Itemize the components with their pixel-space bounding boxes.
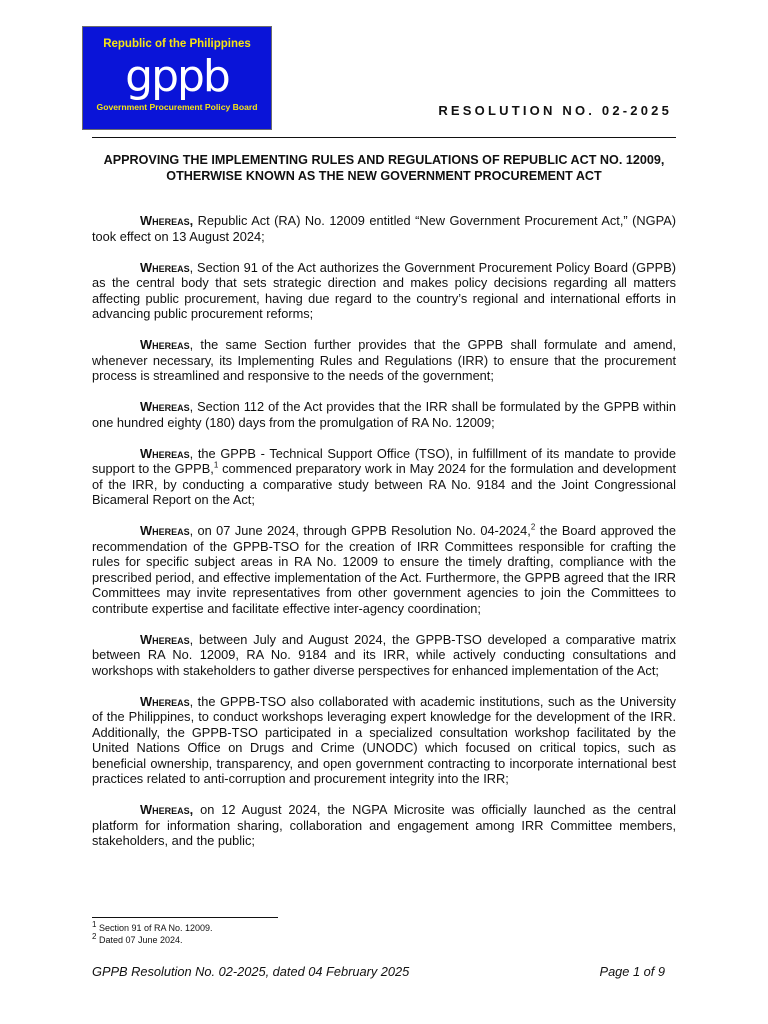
whereas-paragraph [92,260,676,322]
whereas-paragraph [92,446,676,508]
paragraph-text: , Section 112 of the Act provides that the IRR shall be formulated by the GPPB within one hundred eighty (180) days from the promulgation of RA No. 12009; [92,399,676,430]
paragraph-text: , the GPPB - Technical Support Office (TSO), in fulfillment of its mandate to provide support to the GPPB, [92,445,676,476]
footnote-text: Section 91 of RA No. 12009. [96,923,213,933]
whereas-lead: Whereas [140,631,190,647]
document-body [92,213,676,864]
paragraph-text: , the GPPB-TSO also collaborated with academic institutions, such as the University of the Philippines, to conduct workshops leveraging expert knowledge for the development of the IRR. Additionally, the GPPB-TSO participated in a specialized consultation workshop facilitated by the United Nations Office on Drugs and Crime (UNODC) which focused on critical topics, such as beneficial ownership, transparency, and open government contracting to incorporate international best practices related to anti-corruption and procurement integrity into the IRR; [92,693,676,786]
whereas-lead: Whereas, [140,802,194,817]
paragraph-text: Republic Act (RA) No. 12009 entitled “New Government Procurement Act,” (NGPA) took effect on 13 August 2024; [92,213,676,244]
footnote-number: 2 [92,932,97,941]
footnotes [92,922,213,946]
whereas-paragraph [92,337,676,384]
whereas-lead: Whereas [140,337,190,352]
gppb-logo [82,26,272,130]
paragraph-text: , on 07 June 2024, through GPPB Resolution No. 04-2024, [189,523,531,538]
document-title: APPROVING THE IMPLEMENTING RULES AND REGULATIONS OF REPUBLIC ACT NO. 12009, OTHERWISE KNOWN AS THE NEW GOVERNMENT PROCUREMENT ACT [103,153,665,183]
whereas-lead: Whereas [140,445,190,461]
footnote [92,922,213,934]
whereas-lead: Whereas, [140,213,194,228]
whereas-paragraph [92,399,676,430]
paragraph-text: , the same Section further provides that the GPPB shall formulate and amend, whenever necessary, its Implementing Rules and Regulations (IRR) to ensure that the procurement process is streamlined and responsive to the needs of the government; [92,337,676,383]
resolution-number: RESOLUTION NO. 02-2025 [438,103,672,118]
footnote-ref: 1 [213,460,219,470]
footnote-ref: 2 [530,522,536,532]
whereas-paragraph [92,213,676,244]
whereas-lead: Whereas [140,399,190,414]
whereas-lead: Whereas [140,693,190,709]
footnote-number: 1 [92,920,97,929]
footnote [92,934,213,946]
paragraph-text: on 12 August 2024, the NGPA Microsite was officially launched as the central platform for information sharing, collaboration and engagement among IRR Committee members, stakeholders, and the public; [92,802,676,848]
logo-wordmark: gppb [125,51,229,102]
paragraph-text: , between July and August 2024, the GPPB-TSO developed a comparative matrix between RA No. 12009, RA No. 9184 and its IRR, while actively conducting consultations and workshops with stakeholders to gather diverse perspectives for enhanced implementation of the Act; [92,631,676,678]
whereas-paragraph [92,694,676,787]
logo-bottom-text: Government Procurement Policy Board [96,102,258,112]
footer-reference: GPPB Resolution No. 02-2025, dated 04 February 2025 [92,964,410,979]
footnote-divider [92,917,278,918]
whereas-paragraph [92,632,676,679]
whereas-paragraph [92,802,676,849]
whereas-lead: Whereas [140,259,190,275]
logo-top-text: Republic of the Philippines [103,38,251,50]
paragraph-text: , Section 91 of the Act authorizes the Government Procurement Policy Board (GPPB) as the central body that sets strategic direction and makes policy decisions regarding all matters affecting public procurement, having due regard to the country’s regional and international efforts in advancing public procurement reforms; [92,259,676,321]
paragraph-text-cont: the Board approved the recommendation of the GPPB-TSO for the creation of IRR Committees responsible for crafting the rules for specific subject areas in RA No. 12009 to ensure the timely drafting, compliance with the prescribed period, and effective implementation of the Act. Furthermore, the GPPB agreed that the IRR Committees may invite representatives from other government agencies to join the Committees to contribute expertise and facilitate effective inter-agency coordination; [92,523,676,616]
page-number: Page 1 of 9 [599,964,665,979]
footnote-text: Dated 07 June 2024. [96,935,183,945]
whereas-lead: Whereas [140,523,190,538]
whereas-paragraph [92,523,676,616]
header-divider [92,137,676,138]
paragraph-text-cont: commenced preparatory work in May 2024 for the formulation and development of the IRR, by conducting a comparative study between RA No. 9184 and the Joint Congressional Bicameral Report on the Act; [92,461,676,507]
